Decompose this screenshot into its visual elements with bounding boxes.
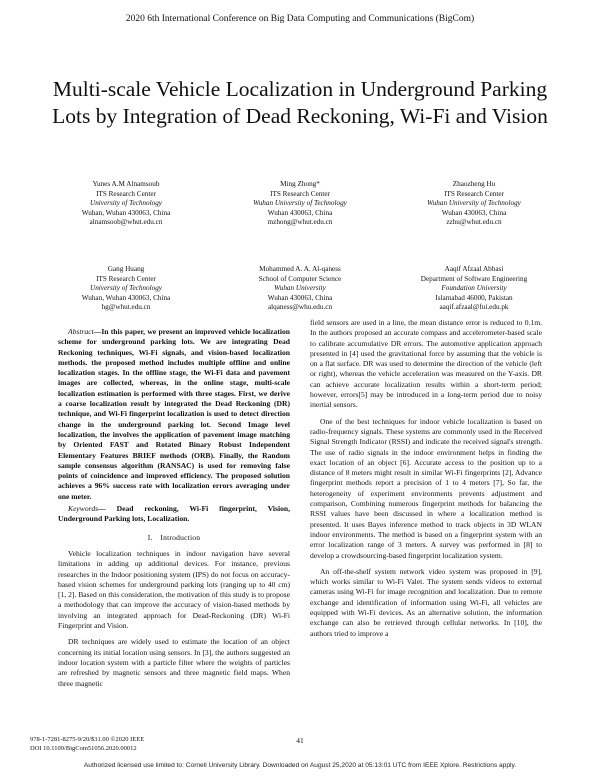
author-city: Wuhan, Wuhan 430063, China — [81, 208, 171, 217]
left-column — [58, 327, 290, 689]
author-name: Aaqif Afzaal Abbasi — [444, 265, 504, 273]
body-paragraph: DR techniques are widely used to estimate the location of an object concerning its initial location using sensors. In [3], the authors suggested an indoor location system with a particle filter where the weights of particles are refreshed by magnetic sensors and three magnetic field maps. When three magnetic — [58, 637, 290, 688]
author-city: Wuhan, Wuhan 430063, China — [81, 293, 171, 302]
doi-line: DOI 10.1109/BigCom51056.2020.00012 — [30, 744, 137, 752]
author-block — [214, 265, 386, 313]
author-block — [40, 265, 212, 313]
author-org: Wuhan University of Technology — [253, 199, 347, 208]
right-column — [310, 318, 542, 639]
keywords — [58, 504, 290, 525]
section-heading: I. Introduction — [147, 532, 201, 542]
conference-header: 2020 6th International Conference on Big Data Computing and Communications (BigCom) — [125, 14, 475, 24]
author-name: Mohammed A. A. Al-qaness — [259, 265, 341, 273]
author-block — [40, 180, 212, 228]
author-name: Gang Huang — [107, 265, 145, 273]
author-name: Ming Zhong* — [280, 180, 320, 188]
author-org: Wuhan University of Technology — [427, 199, 521, 208]
abstract-text: —In this paper, we present an improved vehicle localization scheme for underground parking lots. We are integrating Dead Reckoning techniques, Wi-Fi signals, and vision-based localization methods. the proposed method includes multiple offline and online localization stages. In the offline stage, the Wi-Fi data and pavement images are collected, whereas, in the online stage, multi-scale localization estimation is performed with three stages. First, we derive a coarse localization result by integrated the Dead Reckoning (DR) technique, and Wi-Fi fingerprint localization is used to detect direction change in the underground parking lot. Second Image level localization, the involves the application of pavement image matching by Oriented FAST and Rotated Binary Robust Independent Elementary Features BRIEF methods (ORB). Finally, the Random sample consensus algorithm (RANSAC) is used for removing false points of coincidence and improved efficiency. The proposed solution achieves a 96% success rate with localization errors averaging under one meter. — [58, 327, 290, 501]
page-number: 41 — [296, 736, 304, 745]
author-email: hg@whut.edu.cn — [101, 303, 151, 312]
author-city: Wuhan 430063, China — [267, 208, 333, 217]
author-city: Wuhan 430063, China — [441, 208, 507, 217]
abstract-label: Abstract — [68, 327, 94, 336]
author-city: Islamabad 46000, Pakistan — [435, 293, 513, 302]
license-notice: Authorized licensed use limited to: Cornell University Library. Downloaded on August 25,2020 at 05:13:01 UTC from IEEE Xplore. Restrictions apply. — [83, 762, 517, 769]
body-paragraph: One of the best techniques for indoor vehicle localization is based on radio-frequency signals. These systems are commonly used in the Received Signal Strength Indicator (RSSI) and indicate the received signal's strength. The use of radio signals in the indoor environment helps in finding the exact location of an object [6]. Accurate access to the position up to a distance of 8 meters might result in similar Wi-Fi fingerprints [2], Advance fingerprint methods report a precision of 1 to 4 meters [7], So far, the heterogeneity of experiment environments prevents adjustment and comparison, Combining numerous fingerprint methods for balancing the RSSI values have been discussed in where a localization method is presented. It uses Bayes inference method to track objects in 3D WLAN indoor environments. The method is based on a fingerprint system with an error localization range of 3 meters. A survey was performed in [8] to develop a crowdsourcing-based fingerprint localization system. — [310, 416, 542, 560]
body-paragraph: An off-the-shelf system network video system was proposed in [9], which works similar to Wi-Fi Valet. The system sends videos to external cameras using Wi-Fi for image recognition and localization. Due to remote exchange and identification of information using Wi-Fi, all vehicles are equipped with Wi-Fi devices. As an alternative solution, the information exchange can also be retrieved through cellular networks. In [10], the authors tried to improve a — [310, 566, 542, 638]
keywords-text: — Dead reckoning, Wi-Fi fingerprint, Vision, Underground Parking lots, Localization. — [58, 504, 290, 524]
author-dept: School of Computer Science — [258, 274, 342, 283]
authors-row-1 — [40, 180, 560, 228]
author-block — [214, 180, 386, 228]
isbn-line: 978-1-7281-8275-9/20/$31.00 ©2020 IEEE — [30, 736, 145, 743]
author-name: Zhaozheng Hu — [452, 180, 496, 188]
body-paragraph: field sensors are used in a line, the mean distance error is reduced to 0.1m. In the authors proposed an accurate compass and accelerometer-based scale to calibrate accumulative DR errors. The automotive application approach presented in [4] used the gravitational force by assuming that the vehicle is on a flat surface. DR was used to determine the direction of the vehicle (left or right), whereas the vehicle acceleration was measured on the Y-axis. DR can achieve accurate localization results within a short-term period; however, errors[5] may be introduced in a long-term period due to noisy inertial sensors. — [310, 318, 542, 410]
authors-row-2 — [40, 265, 560, 313]
author-org: Foundation University — [441, 284, 507, 293]
author-city: Wuhan 430063, China — [267, 293, 333, 302]
author-dept: Department of Software Engineering — [420, 274, 528, 283]
keywords-label: Keywords — [68, 504, 99, 514]
author-dept: ITS Research Center — [96, 274, 156, 283]
author-dept: ITS Research Center — [444, 189, 504, 198]
author-name: Yunes A.M Alnamsoub — [92, 180, 160, 188]
abstract — [58, 327, 290, 502]
author-email: aaqif.afzaal@fui.edu.pk — [439, 303, 509, 312]
author-org: Wuhan University — [274, 284, 326, 293]
author-dept: ITS Research Center — [96, 189, 156, 198]
author-email: alqaness@whu.edu.cn — [267, 303, 333, 312]
author-email: alnamsoob@whut.edu.cn — [89, 218, 163, 227]
author-dept: ITS Research Center — [270, 189, 330, 198]
author-org: University of Technology — [90, 199, 162, 208]
author-email: zzhu@whut.edu.cn — [446, 218, 502, 227]
paper-title: Multi-scale Vehicle Localization in Underground Parking Lots by Integration of Dead Reckoning, Wi-Fi and Vision — [52, 77, 548, 128]
author-email: mzhong@whut.edu.cn — [267, 218, 333, 227]
author-org: University of Technology — [90, 284, 162, 293]
author-block — [388, 265, 560, 313]
author-block — [388, 180, 560, 228]
body-paragraph: Vehicle localization techniques in indoor navigation have several limitations in adding up additional devices. For instance, previous researches in the Indoor positioning system (IPS) do not focus on accuracy-based vision schemes for underground parking lots (ranging up to 40 cm) [1, 2]. Based on this consideration, the motivation of this study is to propose a methodology that can improve the accuracy of vision-based methods by involving an integrated approach for Dead-Reckoning (DR) Wi-Fi Fingerprint and Vision. — [58, 548, 291, 631]
